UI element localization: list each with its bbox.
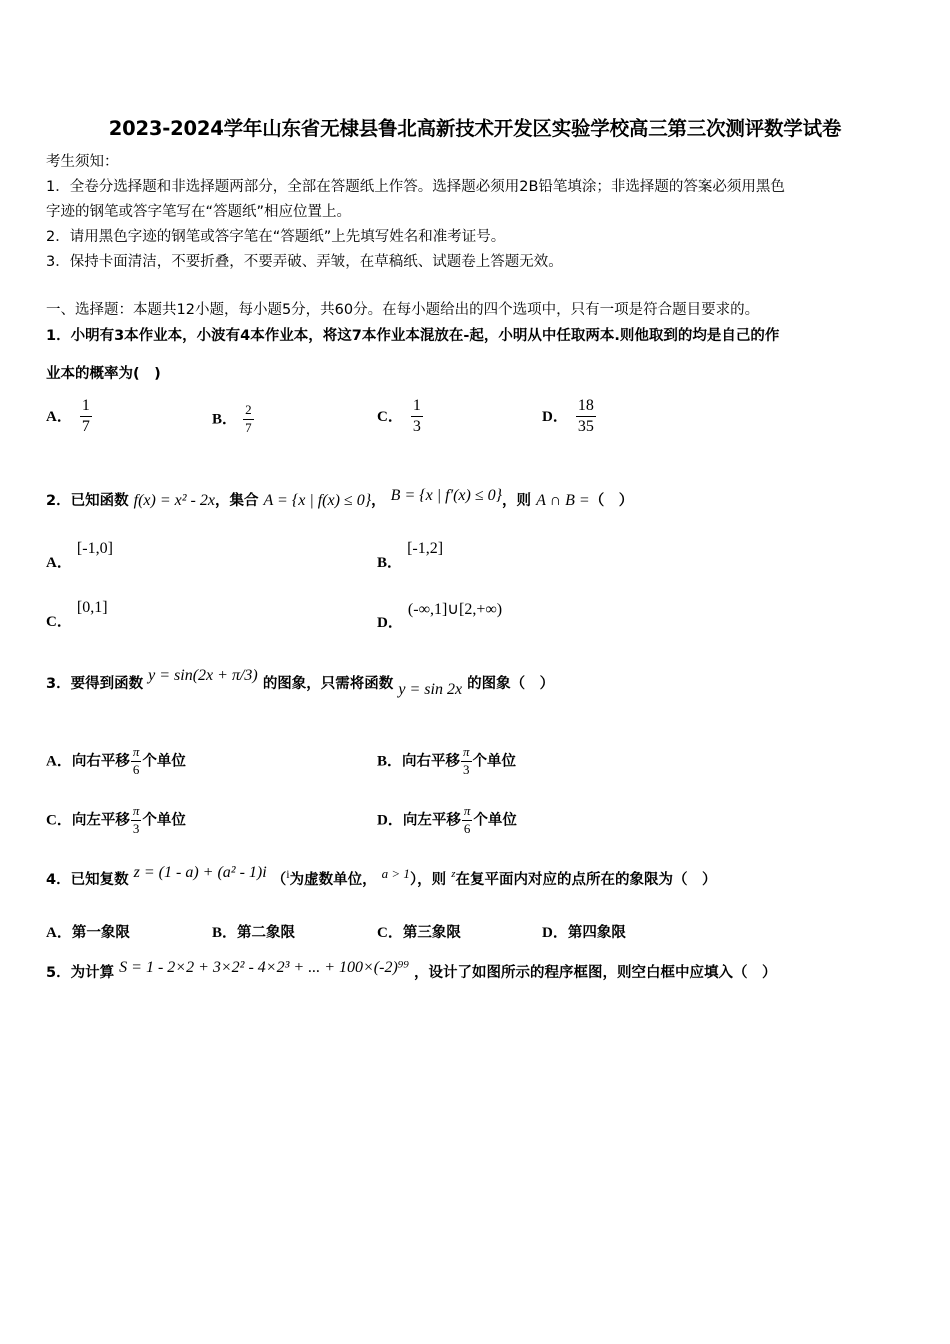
notice-item-3: 3．保持卡面清洁，不要折叠，不要弄破、弄皱，在草稿纸、试题卷上答题无效。	[46, 254, 563, 270]
option-label: D．	[542, 925, 568, 941]
q4-option-c[interactable]: C．第三象限	[377, 925, 461, 941]
option-label: B．	[212, 411, 238, 428]
question-1-text-cont: 业本的概率为( )	[46, 366, 161, 382]
option-label: A．	[46, 925, 72, 941]
notice-item-1-cont: 字迹的钢笔或答字笔写在“答题纸”相应位置上。	[46, 204, 352, 220]
section-heading: 一、选择题：本题共12小题，每小题5分，共60分。在每小题给出的四个选项中，只有一项是符合题目要求的。	[46, 302, 760, 318]
fraction: $\frac{1}{7}$	[81, 397, 90, 436]
set-a-expression: A = {x | f(x) ≤ 0}	[263, 492, 372, 509]
complex-number-expression: z = (1 - a) + (a² - 1)i	[133, 864, 267, 881]
q3-option-a[interactable]: A．向右平移 $\frac{\pi}{6}$ 个单位	[46, 744, 186, 777]
q1-option-a[interactable]	[46, 397, 95, 437]
condition-expression: a > 1	[381, 866, 410, 881]
set-b-expression: B = {x | f′(x) ≤ 0}	[390, 487, 503, 504]
fraction: $\frac{2}{7}$	[245, 402, 252, 435]
option-label: C．	[377, 408, 403, 425]
fraction: $\frac{\pi}{6}$	[463, 803, 471, 836]
question-3-text: 3．要得到函数 y = sin(2x + π/3) 的图象，只需将函数 y = sin 2x 的图象（ ）	[46, 662, 554, 712]
q3-option-d[interactable]: D．向左平移 $\frac{\pi}{6}$ 个单位	[377, 803, 517, 836]
option-label: B．	[212, 925, 238, 941]
q1-option-d[interactable]	[542, 397, 599, 437]
target-function: y = sin(2x + π/3)	[148, 667, 258, 684]
option-label: B．	[377, 753, 403, 770]
q2-option-d[interactable]: D． (-∞,1]∪[2,+∞)	[377, 601, 503, 631]
option-label: C．	[46, 614, 72, 630]
q4-option-b[interactable]: B．第二象限	[212, 925, 296, 941]
q4-option-a[interactable]: A．第一象限	[46, 925, 130, 941]
question-2-text: 2．已知函数 f(x) = x² - 2x，集合 A = {x | f(x) ≤ 0}， B = {x | f′(x) ≤ 0}，则 A ∩ B =（ ）	[46, 487, 633, 515]
option-label: A．	[46, 753, 72, 770]
notice-item-1: 1．全卷分选择题和非选择题两部分，全部在答题纸上作答。选择题必须用2B铅笔填涂；非选择题的答案必须用黑色	[46, 179, 785, 195]
fraction: $\frac{18}{35}$	[577, 397, 594, 436]
fraction: $\frac{1}{3}$	[412, 397, 421, 436]
option-label: C．	[377, 925, 403, 941]
option-label: B．	[377, 555, 403, 571]
intersection-expression: A ∩ B =	[536, 492, 590, 509]
option-label: D．	[377, 615, 403, 631]
q3-option-b[interactable]: B．向右平移 $\frac{\pi}{3}$ 个单位	[377, 744, 517, 777]
q2-option-b[interactable]: B． [-1,2]	[377, 540, 444, 571]
q4-option-d[interactable]: D．第四象限	[542, 925, 626, 941]
sum-expression: S = 1 - 2×2 + 3×2² - 4×2³ + ... + 100×(-2)⁹⁹	[119, 959, 409, 976]
option-label: C．	[46, 812, 72, 829]
question-4-text: 4．已知复数 z = (1 - a) + (a² - 1)i （i为虚数单位， a > 1），则 z在复平面内对应的点所在的象限为（ ）	[46, 862, 717, 898]
q3-option-c[interactable]: C．向左平移 $\frac{\pi}{3}$ 个单位	[46, 803, 186, 836]
q1-option-b[interactable]	[212, 403, 255, 436]
notice-item-2: 2．请用黑色字迹的钢笔或答字笔在“答题纸”上先填写姓名和准考证号。	[46, 229, 506, 245]
notice-heading: 考生须知：	[46, 154, 119, 170]
page-title: 2023-2024学年山东省无棣县鲁北高新技术开发区实验学校高三第三次测评数学试卷	[108, 117, 842, 140]
fraction: $\frac{\pi}{6}$	[132, 744, 140, 777]
function-expression: f(x) = x² - 2x	[133, 492, 215, 509]
option-label: A．	[46, 408, 72, 425]
fraction: $\frac{\pi}{3}$	[463, 744, 470, 777]
option-label: D．	[542, 408, 568, 425]
source-function: y = sin 2x	[398, 681, 463, 698]
q2-option-c[interactable]: C． [0,1]	[46, 599, 108, 630]
q1-option-c[interactable]	[377, 397, 426, 437]
q2-option-a[interactable]: A． [-1,0]	[46, 540, 113, 571]
option-label: D．	[377, 812, 403, 829]
question-1-text: 1．小明有3本作业本，小波有4本作业本，将这7本作业本混放在-起，小明从中任取两本.则他取到的均是自己的作	[46, 328, 780, 344]
question-5-text: 5．为计算 S = 1 - 2×2 + 3×2² - 4×2³ + ... + 100×(-2)⁹⁹ ，设计了如图所示的程序框图，则空白框中应填入（ ）	[46, 955, 776, 991]
fraction: $\frac{\pi}{3}$	[132, 803, 140, 836]
option-label: A．	[46, 555, 72, 571]
